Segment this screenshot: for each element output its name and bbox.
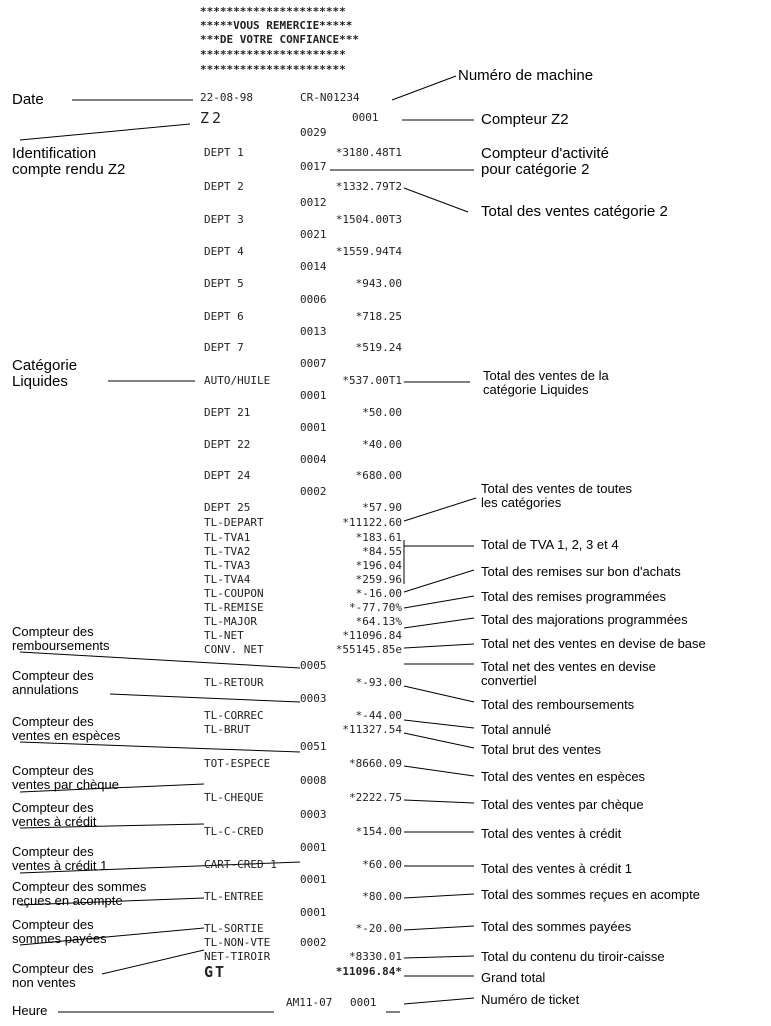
receipt-row-count: 0012: [300, 196, 327, 209]
receipt-row-value: *2222.75: [349, 791, 402, 804]
receipt-row-count: 0007: [300, 357, 327, 370]
leader-line-tiroir: [404, 956, 474, 958]
leader-line-esp: [20, 742, 300, 752]
receipt-row-value: 0002: [300, 936, 327, 949]
receipt-row-label: NET-TIROIR: [204, 950, 271, 963]
receipt-row-value: *259.96: [355, 573, 402, 586]
receipt-row-value: *3180.48T1: [335, 146, 402, 159]
annotation-net: Total net des ventes en devise de base: [481, 636, 706, 651]
annotation-date: Date: [12, 91, 44, 108]
annotation-gt: Grand total: [481, 970, 546, 985]
receipt-row-label: TL-TVA2: [204, 545, 251, 558]
annotation-retour: Total des remboursements: [481, 697, 635, 712]
leader-line-remise: [404, 596, 474, 608]
receipt-machine-number: CR-N01234: [300, 91, 360, 104]
annotation-cred1: Compteur des ventes à crédit 1: [12, 844, 108, 873]
annotation-espece: Total des ventes en espèces: [481, 769, 646, 784]
receipt-row-label: TL-C-CRED: [204, 825, 264, 838]
receipt-row-label: DEPT 24: [204, 469, 251, 482]
annotation-acompte: Total des sommes reçues en acompte: [481, 887, 700, 902]
annotation-chq: Compteur des ventes par chèque: [12, 763, 119, 792]
receipt-row-value: *-16.00: [355, 587, 402, 600]
receipt-row-value: *1332.79T2: [335, 180, 402, 193]
annotation-annul: Compteur des annulations: [12, 668, 94, 697]
receipt-row-count: 0001: [300, 389, 327, 402]
annotation-allcat: Total des ventes de toutes les catégories: [481, 481, 633, 510]
receipt-row-label: TL-CHEQUE: [204, 791, 264, 804]
leader-line-ventes2: [404, 188, 468, 212]
annotation-liq: Catégorie Liquides: [12, 357, 78, 390]
leader-line-coupon: [404, 570, 474, 592]
receipt-row-value: *11096.84*: [335, 965, 402, 978]
annotation-machine: Numéro de machine: [458, 67, 594, 84]
receipt-row-value: *11327.54: [342, 723, 402, 736]
receipt-row-label: TOT-ESPECE: [204, 757, 271, 770]
receipt-row-value: *55145.85e: [335, 643, 402, 656]
receipt-row-count: 0003: [300, 692, 327, 705]
receipt-header-line: *****VOUS REMERCIE*****: [200, 19, 353, 32]
annotation-ventes2: Total des ventes catégorie 2: [481, 203, 668, 220]
leader-line-machine: [392, 76, 456, 100]
leader-line-net: [404, 644, 474, 648]
receipt-row-value: *519.24: [355, 341, 402, 354]
leader-line-brut: [404, 733, 474, 748]
receipt-row-value: *-77.70%: [349, 601, 402, 614]
receipt-row-value: *537.00T1: [342, 374, 402, 387]
receipt-row-label: AUTO/HUILE: [204, 374, 271, 387]
receipt-row-count: 0003: [300, 808, 327, 821]
receipt-row-count: 0051: [300, 740, 327, 753]
receipt-row-value: *60.00: [362, 858, 402, 871]
receipt-row-label: CONV. NET: [204, 643, 264, 656]
receipt-row-label: TL-NET: [204, 629, 244, 642]
leader-line-ticket: [404, 998, 474, 1004]
receipt-row-value: *40.00: [362, 438, 402, 451]
receipt-row-label: TL-DEPART: [204, 516, 264, 529]
annotation-conv: Total net des ventes en devise convertiel: [481, 659, 656, 688]
annotation-ident: Identification compte rendu Z2: [12, 145, 126, 178]
receipt-row-value: *57.90: [362, 501, 402, 514]
annotation-liq: Total des ventes de la catégorie Liquides: [483, 368, 609, 397]
receipt-time: AM11-07: [286, 996, 333, 1009]
annotation-credit1: Total des ventes à crédit 1: [481, 861, 633, 876]
annotation-payees: Total des sommes payées: [481, 919, 632, 934]
receipt-row-label: CART-CRED 1: [204, 858, 277, 871]
leader-line-annul: [110, 694, 300, 702]
leader-line-allcat: [404, 498, 476, 521]
annotation-remb: Compteur des remboursements: [12, 624, 110, 653]
receipt-row-value: *-93.00: [355, 676, 402, 689]
receipt-row-value: *11122.60: [342, 516, 402, 529]
receipt-row-label: DEPT 2: [204, 180, 244, 193]
receipt-row-value: *196.04: [355, 559, 402, 572]
receipt-row-value: *84.55: [362, 545, 402, 558]
annotation-acompte: Compteur des sommes reçues en acompte: [12, 879, 147, 908]
receipt-row-label: DEPT 21: [204, 406, 251, 419]
annotation-cheque: Total des ventes par chèque: [481, 797, 644, 812]
annotation-remise: Total des remises programmées: [481, 589, 666, 604]
annotation-z2cnt: Compteur Z2: [481, 111, 569, 128]
receipt-row-count: 0006: [300, 293, 327, 306]
receipt-row-count: 0008: [300, 774, 327, 787]
receipt-row-label: TL-COUPON: [204, 587, 264, 600]
annotation-tva: Total de TVA 1, 2, 3 et 4: [481, 537, 619, 552]
receipt-header-line: **********************: [200, 48, 346, 61]
receipt-row-label: DEPT 6: [204, 310, 244, 323]
receipt-row-label: DEPT 22: [204, 438, 251, 451]
receipt-row-value: *64.13%: [355, 615, 402, 628]
leader-line-payees: [404, 926, 474, 930]
receipt-row-value: *1559.94T4: [335, 245, 402, 258]
receipt-row-label: TL-NON-VTE: [204, 936, 271, 949]
receipt-row-value: *718.25: [355, 310, 402, 323]
receipt-row-value: *-20.00: [355, 922, 402, 935]
receipt-z2-id: Z2: [200, 109, 225, 127]
receipt-row-label: TL-TVA4: [204, 573, 251, 586]
receipt-row-label: DEPT 4: [204, 245, 244, 258]
receipt-row-count: 0021: [300, 228, 327, 241]
receipt-header-line: **********************: [200, 63, 346, 76]
receipt-row-label: TL-CORREC: [204, 709, 264, 722]
leader-line-retour: [404, 686, 474, 702]
receipt-row-count: 0001: [300, 906, 327, 919]
receipt-row-count: 0004: [300, 453, 327, 466]
annotation-major: Total des majorations programmées: [481, 612, 688, 627]
receipt-row-count: 0001: [300, 421, 327, 434]
leader-line-annule: [404, 720, 474, 728]
receipt-row-value: *11096.84: [342, 629, 402, 642]
leader-line-espece: [404, 766, 474, 776]
receipt-row-label: TL-TVA1: [204, 531, 251, 544]
annotation-annule: Total annulé: [481, 722, 552, 737]
annotation-ticket: Numéro de ticket: [481, 992, 580, 1007]
receipt-row-value: *-44.00: [355, 709, 402, 722]
receipt-row-count: 0014: [300, 260, 327, 273]
receipt-header-line: ***DE VOTRE CONFIANCE***: [200, 33, 359, 46]
leader-line-ident: [20, 124, 190, 140]
receipt-row-count: 0029: [300, 126, 327, 139]
receipt-row-label: DEPT 3: [204, 213, 244, 226]
receipt-row-count: 0005: [300, 659, 327, 672]
receipt-row-count: 0001: [300, 873, 327, 886]
annotation-coupon: Total des remises sur bon d'achats: [481, 564, 681, 579]
receipt-row-count: 0002: [300, 485, 327, 498]
receipt-row-value: *154.00: [355, 825, 402, 838]
receipt-row-label: TL-MAJOR: [204, 615, 257, 628]
annotation-nonv: Compteur des non ventes: [12, 961, 94, 990]
receipt-row-value: *1504.00T3: [335, 213, 402, 226]
receipt-date: 22-08-98: [200, 91, 253, 104]
receipt-row-label: TL-ENTREE: [204, 890, 264, 903]
receipt-row-label: TL-SORTIE: [204, 922, 264, 935]
annotation-payees: Compteur des sommes payées: [12, 917, 107, 946]
annotation-tiroir: Total du contenu du tiroir-caisse: [481, 949, 665, 964]
receipt-row-count: 0017: [300, 160, 327, 173]
receipt-row-value: *8660.09: [349, 757, 402, 770]
receipt-row-label: DEPT 5: [204, 277, 244, 290]
annotation-cred: Compteur des ventes à crédit: [12, 800, 97, 829]
receipt-row-value: *80.00: [362, 890, 402, 903]
annotation-act2: Compteur d'activité pour catégorie 2: [481, 145, 609, 178]
receipt-row-value: *183.61: [355, 531, 402, 544]
receipt-row-label: GT: [204, 963, 227, 981]
receipt-row-label: TL-REMISE: [204, 601, 264, 614]
receipt-row-label: DEPT 25: [204, 501, 251, 514]
annotation-esp: Compteur des ventes en espèces: [12, 714, 121, 743]
leader-line-acompte: [404, 894, 474, 898]
annotation-heure: Heure: [12, 1003, 48, 1018]
receipt-row-label: TL-RETOUR: [204, 676, 264, 689]
leader-line-nonv: [102, 950, 204, 974]
annotation-brut: Total brut des ventes: [481, 742, 601, 757]
receipt-ticket-number: 0001: [350, 996, 377, 1009]
leader-line-cheque: [404, 800, 474, 803]
receipt-row-value: *680.00: [355, 469, 402, 482]
annotation-credit: Total des ventes à crédit: [481, 826, 622, 841]
receipt-row-label: TL-BRUT: [204, 723, 251, 736]
receipt-row-count: 0013: [300, 325, 327, 338]
receipt-header-line: **********************: [200, 5, 346, 18]
receipt-row-label: DEPT 7: [204, 341, 244, 354]
receipt-z2-counter: 0001: [352, 111, 379, 124]
receipt-row-count: 0001: [300, 841, 327, 854]
receipt-row-value: *8330.01: [349, 950, 402, 963]
leader-line-major: [404, 618, 474, 628]
receipt-row-value: *50.00: [362, 406, 402, 419]
receipt-row-label: DEPT 1: [204, 146, 244, 159]
receipt-row-value: *943.00: [355, 277, 402, 290]
receipt-row-label: TL-TVA3: [204, 559, 251, 572]
